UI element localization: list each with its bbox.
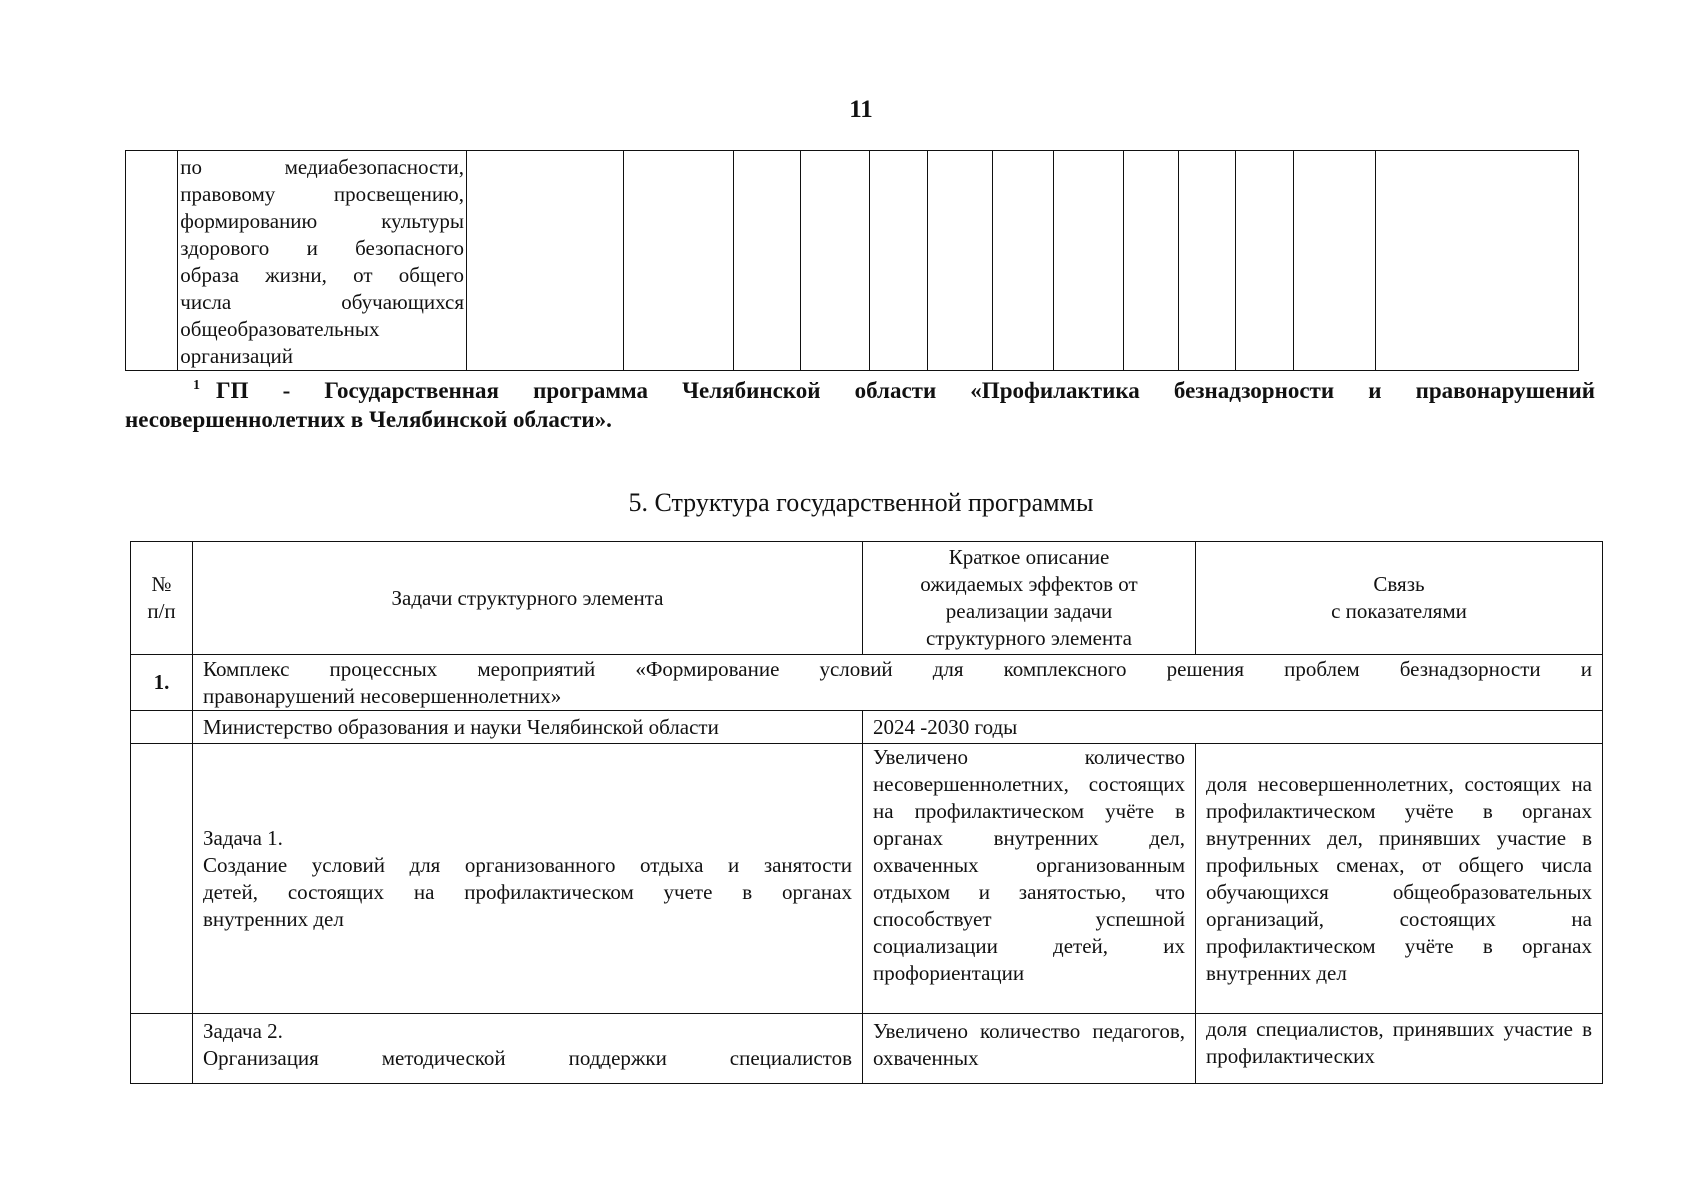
complex-title-line-1: Комплекс процессных мероприятий «Формирование условий для комплексного решения проблем безнадзорности и: [203, 656, 1592, 681]
task-2-indicator-link: доля специалистов, принявших участие в профилактических: [1196, 1014, 1603, 1084]
table-cell: [869, 151, 928, 371]
footnote-line-1: [125, 371, 1595, 405]
responsible-ministry: Министерство образования и науки Челябинской области: [193, 711, 863, 744]
task-1-title: Задача 1.: [203, 825, 283, 850]
footnote-marker: 1: [193, 378, 200, 393]
table-cell: [928, 151, 993, 371]
complex-title: [193, 655, 1603, 711]
page-number: 11: [849, 96, 873, 123]
indicator-line: здорового и безопасного: [180, 236, 464, 260]
header-num: [131, 542, 193, 655]
header-num-line: №: [151, 572, 172, 596]
indicator-name-cell: [178, 151, 467, 371]
responsible-row: [131, 711, 1603, 744]
task-1: [193, 744, 863, 1014]
structure-table: [130, 541, 1603, 1084]
header-effects-line: реализации задачи: [945, 599, 1113, 623]
table-cell: [733, 151, 800, 371]
header-row: [131, 542, 1603, 655]
row-number: 1.: [131, 655, 193, 711]
header-link: [1196, 542, 1603, 655]
header-link-line: с показателями: [1331, 599, 1467, 623]
task-1-line: Создание условий для организованного отдыха и занятости: [203, 852, 852, 877]
indicator-line: формированию культуры: [180, 209, 464, 233]
table-cell: [131, 744, 193, 1014]
indicator-line: организаций: [180, 344, 294, 368]
table-cell: [131, 1014, 193, 1084]
table-cell: [993, 151, 1054, 371]
table-cell: [467, 151, 624, 371]
implementation-years: 2024 -2030 годы: [863, 711, 1603, 744]
table-cell: [1375, 151, 1578, 371]
table-cell: [131, 711, 193, 744]
section-title: 5. Структура государственной программы: [628, 488, 1094, 517]
header-link-line: Связь: [1373, 572, 1425, 596]
complex-row: [131, 655, 1603, 711]
task-1-line: детей, состоящих на профилактическом учете в органах: [203, 879, 852, 904]
footnote: [125, 371, 1595, 434]
table-cell: [1294, 151, 1376, 371]
header-num-line: п/п: [147, 599, 176, 623]
indicator-line: общеобразовательных: [180, 317, 380, 341]
task-2-line: Организация методической поддержки специалистов: [203, 1046, 852, 1070]
footnote-text-1: ГП - Государственная программа Челябинской области «Профилактика безнадзорности и правонарушений: [216, 378, 1595, 403]
indicator-line: по медиабезопасности,: [180, 155, 464, 179]
indicator-line: правовому просвещению,: [180, 182, 464, 206]
indicator-line: образа жизни, от общего: [180, 263, 464, 287]
indicator-line: числа обучающихся: [180, 290, 464, 314]
table-cell: [623, 151, 733, 371]
table-cell: [1179, 151, 1235, 371]
task-2-effect: Увеличено количество педагогов, охваченных: [863, 1014, 1196, 1084]
task-2-title: Задача 2.: [203, 1019, 283, 1043]
task-row: [131, 744, 1603, 1014]
table-cell: [126, 151, 178, 371]
header-tasks: Задачи структурного элемента: [193, 542, 863, 655]
table-cell: [1123, 151, 1178, 371]
continuation-table: [125, 150, 1579, 371]
table-cell: [1235, 151, 1294, 371]
complex-title-line-2: правонарушений несовершеннолетних»: [203, 683, 562, 708]
table-cell: [1053, 151, 1123, 371]
task-row: [131, 1014, 1603, 1084]
task-1-effect: Увеличено количество несовершеннолетних, состоящих на профилактическом учёте в органах внутренних дел, охваченных организованным отдыхом и занятостью, что способствует успешной социализации детей, их профориентации: [863, 744, 1196, 1014]
task-1-line: внутренних дел: [203, 906, 344, 931]
header-effects: [863, 542, 1196, 655]
task-2: [193, 1014, 863, 1084]
header-effects-line: Краткое описание: [948, 545, 1110, 569]
table-cell: [800, 151, 869, 371]
header-effects-line: ожидаемых эффектов от: [920, 572, 1138, 596]
task-1-indicator-link: доля несовершеннолетних, состоящих на профилактическом учёте в органах внутренних дел, принявших участие в профильных сменах, от общего числа обучающихся общеобразовательных организаций, состоящих на профилактическом учёте в органах внутренних дел: [1196, 744, 1603, 1014]
header-effects-line: структурного элемента: [926, 626, 1132, 650]
footnote-line-2: несовершеннолетних в Челябинской области».: [125, 407, 612, 432]
table-row: [126, 151, 1579, 371]
